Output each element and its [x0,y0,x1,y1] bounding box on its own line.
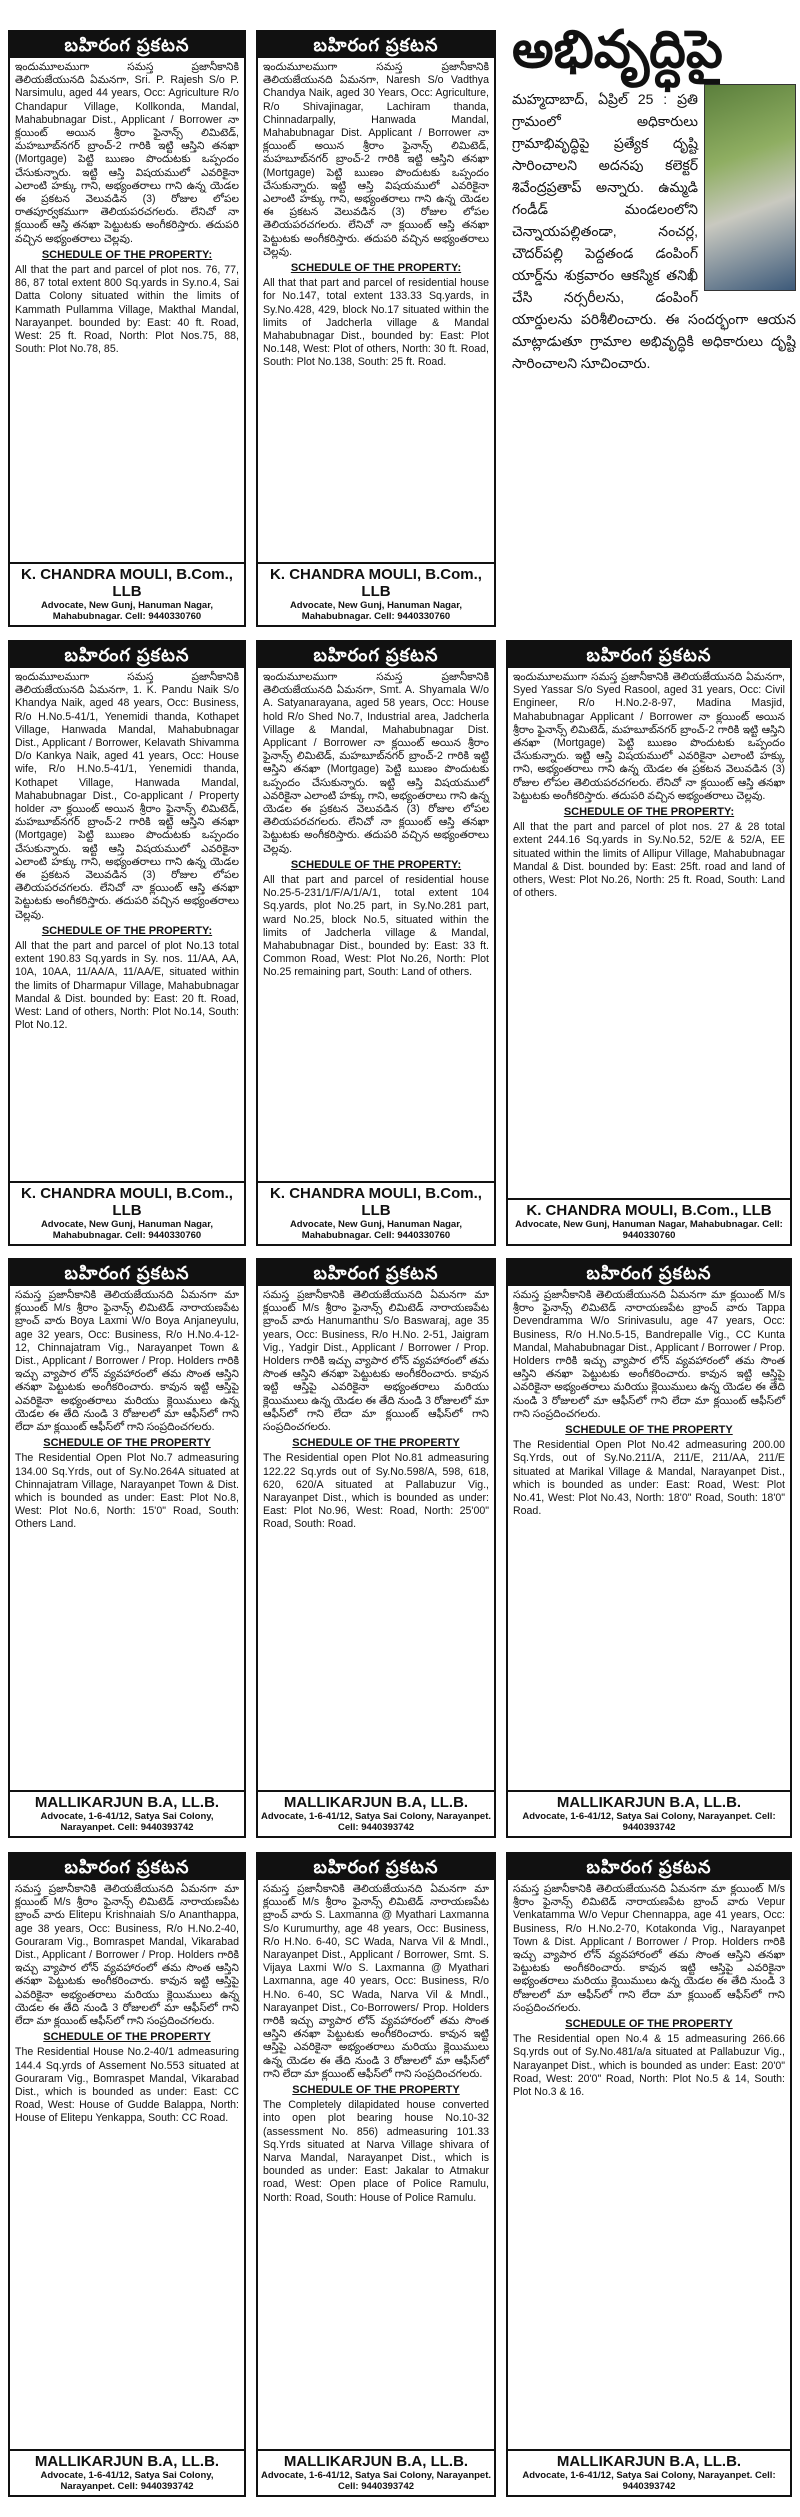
advocate-address: Advocate, 1-6-41/12, Satya Sai Colony, Narayanpet. Cell: 9440393742 [260,2470,492,2492]
public-notice-5 [506,640,792,1246]
public-notice-6 [8,1258,246,1838]
advocate-name: MALLIKARJUN B.A, LL.B. [283,1794,469,1811]
schedule-text: The Residential open No.4 & 15 admeasuring 266.66 Sq.yrds out of Sy.No.481/a/a situated at Pallabuzur Vig., Narayanpet Dist., which is bounded as under: East: 20'0" Road, West: 20'0" Road, North: Plot No.5 & 14, South: Plot No.3 & 16. [513,2033,785,2099]
advocate-name: K. CHANDRA MOULI, B.Com., LLB [21,1185,233,1219]
article-headline: అభివృద్ధిపై [512,20,723,80]
advocate-name: K. CHANDRA MOULI, B.Com., LLB [21,566,233,600]
notice-body [10,1880,244,2132]
schedule-text: All that that part and parcel of residential house for No.147, total extent 133.33 Sq.yards, in Sy.No.428, 429, block No.17 situated within the limits of Jadcherla village & Mandal Mahabubnagar Dist., bounded by: East: Plot No.148, West: Plot of others, North: 30 ft. Road, South: Plot No.138, South: 25 ft. Road. [263,277,489,369]
advocate-address: Advocate, 1-6-41/12, Satya Sai Colony, Narayanpet. Cell: 9440393742 [40,2470,214,2492]
public-notice-2 [256,30,496,627]
schedule-text: The Completely dilapidated house converted into open plot bearing house No.10-32 (assessment No. 856) admeasuring 101.33 Sq.Yrds situated at Narva Village shivara of Narva Mandal, Narayanpet Dist., which is bounded as under: East: Jakalar to Atmakur road, West: Open place of Police Ramulu, North: Road, South: House of Police Ramulu. [263,2099,489,2204]
notice-body [508,1286,790,1524]
advocate-footer [508,1198,790,1244]
advocate-address: Advocate, New Gunj, Hanuman Nagar, Mahabubnagar. Cell: 9440330760 [289,600,463,622]
notice-text: సమస్త ప్రజానీకానికి తెలియజేయునది ఏమనగా మా క్లయింట్ M/s శ్రీరాం ఫైనాన్స్ లిమిటెడ్ నారాయణపేట బ్రాంచ్ వారు Vepur Venkatamma W/o Vepur Chennappa, age 41 years, Occ: Business, R/o H.No.2-70, Kotakonda Vig., Narayanpet Town & Dist. Applicant / Borrower / Prop. Holders గారికి ఇచ్చు వ్యాపార లోన్ వ్యవహారంలో తమ సొంత ఆస్తిని తనఖా పెట్టుటకు అంగీకరించారు. కావున ఇట్టి ఆస్తిపై ఎవరికైనా అభ్యంతరాలు మరియు క్లెయిములు ఉన్న యెడల ఈ తేది నుండి 3 రోజులలో మా ఆఫీస్‌లో గాని లేదా మా క్లయింట్ ఆఫీస్‌లో గాని సంప్రదించగలరు. [513,1883,785,2014]
schedule-text: All that the part and parcel of plot nos. 27 & 28 total extent 244.16 Sq.yards in Sy.No.52, 52/E & 52/A, EE situated within the limits of Allipur Village, Mahabubnagar Mandal & Dist. bounded by: East: 25ft. road and land of others, West: Plot No.26, North: 25 ft. Road, South: Land of others. [513,821,785,900]
public-notice-1 [8,30,246,627]
advocate-address: Advocate, 1-6-41/12, Satya Sai Colony, Narayanpet. Cell: 9440393742 [260,1811,492,1833]
notice-header: బహిరంగ ప్రకటన [10,32,244,58]
schedule-title: SCHEDULE OF THE PROPERTY: [563,806,735,819]
notice-body [508,668,790,906]
notice-header: బహిరంగ ప్రకటన [10,1854,244,1880]
advocate-name: MALLIKARJUN B.A, LL.B. [556,2453,742,2470]
advocate-name: K. CHANDRA MOULI, B.Com., LLB [526,1202,772,1219]
schedule-text: All that part and parcel of residential house No.25-5-231/1/F/A/1/A/1, total extent 104 Sq.yards, plot No.25 part, in Sy.No.281 part, ward No.25, block No.5, situated within the limits of Jadcherla village & Mandal, Mahabubnagar Dist., bounded by: East: 33 ft. Common Road, West: Plot No.26, North: Plot No.25 remaining part, South: Land of others. [263,874,489,979]
public-notice-11 [506,1852,792,2497]
notice-body [10,668,244,1038]
advocate-address: Advocate, New Gunj, Hanuman Nagar, Mahabubnagar. Cell: 9440330760 [515,1219,783,1241]
schedule-title: SCHEDULE OF THE PROPERTY [43,2031,211,2044]
advocate-footer [258,1790,494,1836]
notice-text: ఇందుమూలముగా సమస్త ప్రజానీకానికి తెలియజేయునది ఏమనగా, Smt. A. Shyamala W/o A. Satyanarayana, aged 58 years, Occ: House hold R/o Shed No.7, Industrial area, Jadcherla Village & Mandal, Mahabubnagar Dist. Applicant / Borrower నా క్లయింట్ అయిన శ్రీరాం ఫైనాన్స్ లిమిటెడ్, మహబూబ్‌నగర్ బ్రాంచ్-2 గారికి ఇట్టి ఆస్తిని తనఖా (Mortgage) పెట్టి ఋణం పొందుటకు ఒప్పందం చేసుకున్నారు. ఇట్టి ఆస్తి విషయములో ఎవరికైనా ఎలాంటి హక్కు గాని, అభ్యంతరాలు గాని ఉన్న యెడల ఈ ప్రకటన వెలువడిన (3) రోజుల లోపల తెలియపరచగలరు. లేనిచో నా క్లయింట్ ఆస్తి తనఖా పెట్టుటకు అంగీకరిస్తారు. తదుపరి వచ్చిన అభ్యంతరాలు చెల్లవు. [263,671,489,855]
notice-header: బహిరంగ ప్రకటన [508,642,790,668]
schedule-title: SCHEDULE OF THE PROPERTY: [41,248,213,261]
advocate-name: MALLIKARJUN B.A, LL.B. [34,1794,220,1811]
public-notice-10 [256,1852,496,2497]
advocate-name: MALLIKARJUN B.A, LL.B. [283,2453,469,2470]
public-notice-9 [8,1852,246,2497]
advocate-name: MALLIKARJUN B.A, LL.B. [34,2453,220,2470]
notice-text: సమస్త ప్రజానీకానికి తెలియజేయునది ఏమనగా మా క్లయింట్ M/s శ్రీరాం ఫైనాన్స్ లిమిటెడ్ నారాయణపేట బ్రాంచ్ వారు Elitepu Krishnaiah S/o Ananthappa, age 38 years, Occ: Business, R/o H.No.2-40, Gouraram Vig., Bomraspet Mandal, Vikarabad Dist., Applicant / Borrower / Prop. Holders గారికి ఇచ్చు వ్యాపార లోన్ వ్యవహారంలో తమ సొంత ఆస్తిని తనఖా పెట్టుటకు అంగీకరించారు. కావున ఇట్టి ఆస్తిపై ఎవరికైనా అభ్యంతరాలు మరియు క్లెయిములు ఉన్న యెడల ఈ తేది నుండి 3 రోజులలో మా ఆఫీస్‌లో గాని లేదా మా క్లయింట్ ఆఫీస్‌లో గాని సంప్రదించగలరు. [15,1883,239,2028]
notice-text: సమస్త ప్రజానీకానికి తెలియజేయునది ఏమనగా మా క్లయింట్ M/s శ్రీరాం ఫైనాన్స్ లిమిటెడ్ నారాయణపేట బ్రాంచ్ వారు Hanumanthu S/o Baswaraj, age 35 years, Occ: Business, R/o H.No. 2-51, Jaigram Vig., Yadgir Dist., Applicant / Borrower / Prop. Holders గారికి ఇచ్చు వ్యాపార లోన్ వ్యవహారంలో తమ సొంత ఆస్తిని తనఖా పెట్టుటకు అంగీకరించారు. కావున ఇట్టి ఆస్తిపై ఎవరికైనా అభ్యంతరాలు మరియు క్లెయిములు ఉన్న యెడల ఈ తేది నుండి 3 రోజులలో మా ఆఫీస్‌లో గాని లేదా మా క్లయింట్ ఆఫీస్‌లో గాని సంప్రదించగలరు. [263,1289,489,1434]
public-notice-4 [256,640,496,1246]
notice-body [258,668,494,986]
schedule-text: The Residential Open Plot No.7 admeasuring 134.00 Sq.Yrds, out of Sy.No.264A situated at Chinnajatram Village, Narayanpet Town & Dist. which is bounded as under: East: Plot No.8, West: Plot No.6, North: 15'0" Road, South: Others Land. [15,1452,239,1531]
notice-body [258,58,494,376]
advocate-footer [508,2449,790,2495]
notice-text: సమస్త ప్రజానీకానికి తెలియజేయునది ఏమనగా మా క్లయింట్ M/s శ్రీరాం ఫైనాన్స్ లిమిటెడ్ నారాయణపేట బ్రాంచ్ వారు S. Laxmanna @ Myathari Laxmanna S/o Kurumurthy, age 48 years, Occ: Business, R/o H.No. 6-40, SC Wada, Narva Vil & Mndl., Narayanpet Dist., Applicant / Borrower, Smt. S. Vijaya Laxmi W/o S. Laxmanna @ Myathari Laxmanna, age 40 years, Occ: Business, R/o H.No. 6-40, SC Wada, Narva Vil & Mndl., Narayanpet Dist., Co-Borrowers/ Prop. Holders గారికి ఇచ్చు వ్యాపార లోన్ వ్యవహారంలో తమ సొంత ఆస్తిని తనఖా పెట్టుటకు అంగీకరించారు. కావున ఇట్టి ఆస్తిపై ఎవరికైనా అభ్యంతరాలు మరియు క్లెయిములు ఉన్న యెడల ఈ తేది నుండి 3 రోజులలో మా ఆఫీస్‌లో గాని లేదా మా క్లయింట్ ఆఫీస్‌లో గాని సంప్రదించగలరు. [263,1883,489,2080]
advocate-footer [258,562,494,625]
advocate-footer [10,1181,244,1244]
public-notice-3 [8,640,246,1246]
schedule-title: SCHEDULE OF THE PROPERTY [565,2018,733,2031]
notice-body [508,1880,790,2105]
schedule-title: SCHEDULE OF THE PROPERTY [43,1437,211,1450]
advocate-footer [10,1790,244,1836]
schedule-title: SCHEDULE OF THE PROPERTY [292,2084,460,2097]
advocate-name: K. CHANDRA MOULI, B.Com., LLB [270,1185,482,1219]
advocate-address: Advocate, New Gunj, Hanuman Nagar, Mahabubnagar. Cell: 9440330760 [40,1219,214,1241]
advocate-address: Advocate, New Gunj, Hanuman Nagar, Mahabubnagar. Cell: 9440330760 [289,1219,463,1241]
notice-text: ఇందుమూలముగా సమస్త ప్రజానీకానికి తెలియజేయునది ఏమనగా, 1. K. Pandu Naik S/o Khandya Naik, aged 48 years, Occ: Business, R/o H.No.5-41/1, Yenemidi thanda, Kothapet Village, Hanwada Mandal, Mahabubnagar Dist., Applicant / Borrower, Kelavath Shivamma D/o Kankya Naik, aged 41 years, Occ: House wife, R/o H.No.5-41/1, Yenemidi thanda, Kothapet Village, Hanwada Mandal, Mahabubnagar Dist., Co-applicant / Property holder నా క్లయింట్ అయిన శ్రీరాం ఫైనాన్స్ లిమిటెడ్, మహబూబ్‌నగర్ బ్రాంచ్-2 గారికి ఇట్టి ఆస్తిని తనఖా (Mortgage) పెట్టి ఋణం పొందుటకు ఒప్పందం చేసుకున్నారు. ఇట్టి ఆస్తి విషయములో ఎవరికైనా ఎలాంటి హక్కు గాని, అభ్యంతరాలు గాని ఉన్న యెడల ఈ ప్రకటన వెలువడిన (3) రోజుల లోపల తెలియపరచగలరు. లేనిచో నా క్లయింట్ ఆస్తి తనఖా పెట్టుటకు అంగీకరిస్తారు. తదుపరి వచ్చిన అభ్యంతరాలు చెల్లవు. [15,671,239,921]
advocate-address: Advocate, 1-6-41/12, Satya Sai Colony, Narayanpet. Cell: 9440393742 [40,1811,214,1833]
schedule-title: SCHEDULE OF THE PROPERTY: [41,924,213,937]
notice-header: బహిరంగ ప్రకటన [258,1854,494,1880]
advocate-address: Advocate, New Gunj, Hanuman Nagar, Mahabubnagar. Cell: 9440330760 [40,600,214,622]
notice-header: బహిరంగ ప్రకటన [10,642,244,668]
notice-header: బహిరంగ ప్రకటన [508,1854,790,1880]
notice-header: బహిరంగ ప్రకటన [258,1260,494,1286]
schedule-title: SCHEDULE OF THE PROPERTY: [290,858,462,871]
notice-text: ఇందుమూలముగా సమస్త ప్రజానీకానికి తెలియజేయునది ఏమనగా, Sri. P. Rajesh S/o P. Narsimulu, aged 44 years, Occ: Agriculture R/o Chandapur Village, Kollkonda, Mandal, Mahabubnagar Dist., Applicant / Borrower నా క్లయింట్ అయిన శ్రీరాం ఫైనాన్స్ లిమిటెడ్, మహబూబ్‌నగర్ బ్రాంచ్-2 గారికి ఇట్టి ఆస్తిని తనఖా (Mortgage) పెట్టి ఋణం పొందుటకు ఒప్పందం చేసుకున్నారు. ఇట్టి ఆస్తి విషయములో ఎవరికైనా ఎలాంటి హక్కు గాని, అభ్యంతరాలు గాని ఉన్న యెడల ఈ ప్రకటన వెలువడిన (3) రోజుల లోపల రాతపూర్వకముగా తెలియపరచగలరు. లేనిచో నా క్లయింట్ ఆస్తి తనఖా పెట్టుటకు అంగీకరిస్తారు. తదుపరి వచ్చిన అభ్యంతరాలు చెల్లవు. [15,61,239,245]
article-photo [704,84,796,291]
advocate-footer [10,562,244,625]
notice-text: ఇందుమూలముగా సమస్త ప్రజానీకానికి తెలియజేయునది ఏమనగా, Syed Yassar S/o Syed Rasool, aged 31 years, Occ: Civil Engineer, R/o H.No.2-8-97, Madina Masjid, Mahabubnagar Applicant / Borrower నా క్లయింట్ అయిన శ్రీరాం ఫైనాన్స్ లిమిటెడ్, మహబూబ్‌నగర్ బ్రాంచ్-2 గారికి ఇట్టి ఆస్తిని తనఖా (Mortgage) పెట్టి ఋణం పొందుటకు ఒప్పందం చేసుకున్నారు. ఇట్టి ఆస్తి విషయములో ఎవరికైనా ఎలాంటి హక్కు గాని, అభ్యంతరాలు గాని ఉన్న యెడల ఈ ప్రకటన వెలువడిన (3) రోజుల లోపల తెలియపరచగలరు. లేనిచో నా క్లయింట్ ఆస్తి తనఖా పెట్టుటకు అంగీకరిస్తారు. తదుపరి వచ్చిన అభ్యంతరాలు చెల్లవు. [513,671,785,802]
article-body: మహ్మదాబాద్, ఏప్రిల్ 25 : ప్రతి గ్రామంలో అధికారులు గ్రామాభివృద్ధిపై ప్రత్యేక దృష్టి సారించాలని అదనపు కలెక్టర్ శివేంద్రప్రతాప్ అన్నారు. ఉమ్మడి గండీడ్ మండలంలోని చెన్నాయపల్లితండా, నంచర్ల, చౌదర్‌పల్లి పెద్దతండ డంపింగ్ యార్డ్‌ను శుక్రవారం ఆకస్మిక తనిఖీ చేసి నర్సరీలను, డంపింగ్ యార్డులను పరిశీలించారు. ఈ సందర్భంగా ఆయన మాట్లాడుతూ గ్రామాల అభివృద్ధికి అధికారులు దృష్టి సారించాలని సూచించారు. [512,91,796,371]
schedule-title: SCHEDULE OF THE PROPERTY: [290,262,462,275]
notice-header: బహిరంగ ప్రకటన [258,32,494,58]
notice-text: సమస్త ప్రజానీకానికి తెలియజేయునది ఏమనగా మా క్లయింట్ M/s శ్రీరాం ఫైనాన్స్ లిమిటెడ్ నారాయణపేట బ్రాంచ్ వారు Tappa Devendramma W/o Srinivasulu, age 47 years, Occ: Business, R/o H.No.5-15, Bandrepalle Vig., CC Kunta Mandal, Mahabubnagar Dist., Applicant / Borrower / Prop. Holders గారికి ఇచ్చు వ్యాపార లోన్ వ్యవహారంలో తమ సొంత ఆస్తిని తనఖా పెట్టుటకు అంగీకరించారు. కావున ఇట్టి ఆస్తిపై ఎవరికైనా అభ్యంతరాలు మరియు క్లెయిములు ఉన్న యెడల ఈ తేది నుండి 3 రోజులలో మా ఆఫీస్‌లో గాని లేదా మా క్లయింట్ ఆఫీస్‌లో గాని సంప్రదించగలరు. [513,1289,785,1420]
schedule-title: SCHEDULE OF THE PROPERTY [292,1437,460,1450]
schedule-text: The Residential Open Plot No.42 admeasuring 200.00 Sq.Yrds, out of Sy.No.211/A, 211/E, 211/AA, 211/E situated at Marikal Village & Mandal, Narayanpet Dist., which is bounded as under: East: Road, West: Plot No.41, West: Plot No.43, North: 18'0" Road, South: 18'0" Road. [513,1439,785,1518]
notice-header: బహిరంగ ప్రకటన [508,1260,790,1286]
schedule-title: SCHEDULE OF THE PROPERTY [565,1424,733,1437]
schedule-text: All that the part and parcel of plot nos. 76, 77, 86, 87 total extent 800 Sq.yards in Sy.no.4, Sai Datta Colony situated within the limits of Kammath Pullamma Village, Makthal Mandal, Narayanpet. bounded by: East: 40 ft. Road, West: 25 ft. Road, North: Plot Nos.75, 88, South: Plot No.78, 85. [15,264,239,356]
notice-body [10,1286,244,1538]
advocate-address: Advocate, 1-6-41/12, Satya Sai Colony, Narayanpet. Cell: 9440393742 [522,2470,776,2492]
advocate-name: MALLIKARJUN B.A, LL.B. [556,1794,742,1811]
advocate-footer [258,1181,494,1244]
notice-text: సమస్త ప్రజానీకానికి తెలియజేయునది ఏమనగా మా క్లయింట్ M/s శ్రీరాం ఫైనాన్స్ లిమిటెడ్ నారాయణపేట బ్రాంచ్ వారు Boya Laxmi W/o Boya Anjaneyulu, age 32 years, Occ: Business, R/o H.No.4-12-12, Chinnajatram Vig., Narayanpet Town & Dist., Applicant / Borrower / Prop. Holders గారికి ఇచ్చు వ్యాపార లోన్ వ్యవహారంలో తమ సొంత ఆస్తిని తనఖా పెట్టుటకు అంగీకరించారు. కావున ఇట్టి ఆస్తిపై ఎవరికైనా అభ్యంతరాలు మరియు క్లెయిములు ఉన్న యెడల ఈ తేది నుండి 3 రోజులలో మా ఆఫీస్‌లో గాని లేదా మా క్లయింట్ ఆఫీస్‌లో గాని సంప్రదించగలరు. [15,1289,239,1434]
advocate-footer [10,2449,244,2495]
notice-body [10,58,244,362]
advocate-name: K. CHANDRA MOULI, B.Com., LLB [270,566,482,600]
advocate-footer [258,2449,494,2495]
schedule-text: The Residential open Plot No.81 admeasuring 122.22 Sq.yrds out of Sy.No.598/A, 598, 618, 620, 620/A situated at Pallabuzur Vig., Narayanpet Dist., which is bounded as under: East: Plot No.96, West: Road, North: 25'00" Road, South: Road. [263,1452,489,1531]
schedule-text: The Residential House No.2-40/1 admeasuring 144.4 Sq.yrds of Assement No.553 situated at Gouraram Vig., Bomraspet Mandal, Vikarabad Dist., which is bounded as under: East: CC Road, West: House of Gudde Balappa, North: House of Elitepu Yenkappa, South: CC Road. [15,2046,239,2125]
notice-header: బహిరంగ ప్రకటన [10,1260,244,1286]
advocate-address: Advocate, 1-6-41/12, Satya Sai Colony, Narayanpet. Cell: 9440393742 [522,1811,776,1833]
advocate-footer [508,1790,790,1836]
notice-header: బహిరంగ ప్రకటన [258,642,494,668]
notice-text: ఇందుమూలముగా సమస్త ప్రజానీకానికి తెలియజేయునది ఏమనగా, Naresh S/o Vadthya Chandya Naik, aged 30 Years, Occ: Agriculture, R/o Shivajinagar, Lachiram thanda, Chinnadarpally, Hanwada Mandal, Mahabubnagar Dist. Applicant / Borrower నా క్లయింట్ అయిన శ్రీరాం ఫైనాన్స్ లిమిటెడ్, మహబూబ్‌నగర్ బ్రాంచ్-2 గారికి ఇట్టి ఆస్తిని తనఖా (Mortgage) పెట్టి ఋణం పొందుటకు ఒప్పందం చేసుకున్నారు. ఇట్టి ఆస్తి విషయములో ఎవరికైనా ఎలాంటి హక్కు గాని, అభ్యంతరాలు గాని ఉన్న యెడల ఈ ప్రకటన వెలువడిన (3) రోజుల లోపల తెలియపరచగలరు. లేనిచో నా క్లయింట్ ఆస్తి తనఖా పెట్టుటకు అంగీకరిస్తారు. తదుపరి వచ్చిన అభ్యంతరాలు చెల్లవు. [263,61,489,258]
public-notice-8 [506,1258,792,1838]
news-article [512,18,796,633]
schedule-text: All that the part and parcel of plot No.13 total extent 190.83 Sq.yards in Sy. nos. 11/AA, AA, 10A, 10AA, 11/AA/A, 11/AA/E, situated within the limits of Dharmapur Village, Mahabubnagar Mandal & Dist. bounded by: East: 20 ft. Road, West: Land of others, North: Plot No.14, South: Plot No.12. [15,940,239,1032]
public-notice-7 [256,1258,496,1838]
notice-body [258,1286,494,1538]
notice-body [258,1880,494,2211]
